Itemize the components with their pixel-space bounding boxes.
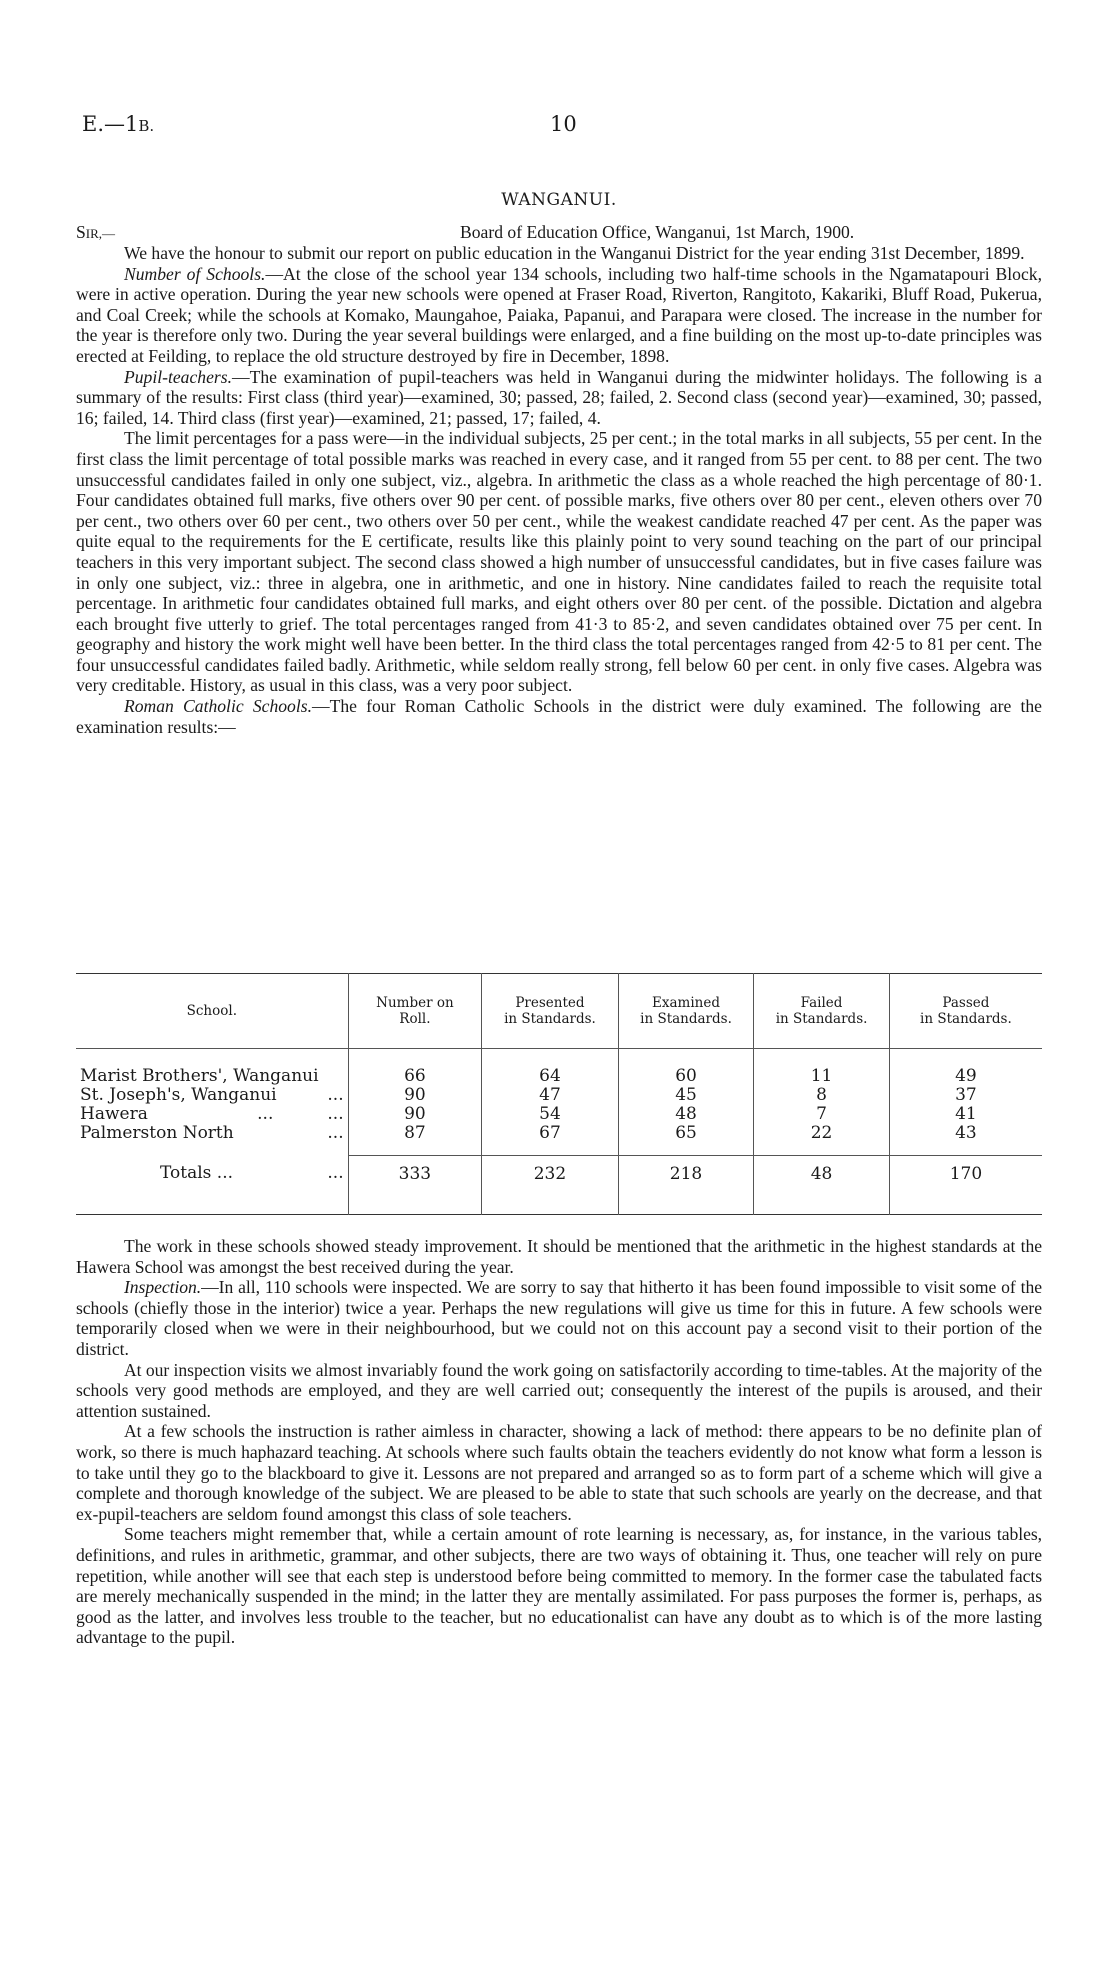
dateline: Board of Education Office, Wanganui, 1st March, 1900. — [460, 222, 855, 242]
document-code-suffix: B. — [138, 117, 155, 135]
school-name-text: Marist Brothers', Wanganui — [80, 1066, 319, 1086]
table-row — [76, 1105, 1042, 1124]
dot-leader: ... — [327, 1163, 344, 1184]
roll-cell: 90 — [348, 1086, 482, 1105]
header-line: Examined — [652, 995, 720, 1011]
paragraph-heading: Number of Schools. — [124, 263, 266, 284]
paragraph-rote-learning — [76, 1524, 1042, 1648]
paragraph-text: —In all, 110 schools were inspected. We are sorry to say that hitherto it has been found impossible to visit some of the schools (chiefly those in the interior) twice a year. Perhaps the new regulations will give us time for this in future. A few schools were temporarily closed when we were in their neighbourhood, but we could not on this account pay a second visit to their portion of the district. — [76, 1277, 1042, 1359]
table-row — [76, 1067, 1042, 1086]
passed-cell: 49 — [889, 1067, 1042, 1086]
school-name — [76, 1105, 348, 1124]
column-header-examined — [618, 974, 754, 1049]
total-roll-cell: 333 — [348, 1156, 482, 1193]
examined-cell: 60 — [618, 1067, 754, 1086]
school-name — [76, 1086, 348, 1105]
paragraph-text: At our inspection visits we almost invariably found the work going on satisfactorily according to time-tables. At the majority of the schools very good methods are employed, and they are well carried out; consequently the interest of the pupils is aroused, and their attention sustained. — [76, 1359, 1042, 1421]
failed-cell: 22 — [754, 1124, 890, 1143]
header-line: Number on — [376, 995, 454, 1011]
paragraph-number-of-schools — [76, 264, 1042, 367]
header-line: in Standards. — [920, 1011, 1012, 1027]
paragraph-aimless-instruction — [76, 1421, 1042, 1524]
dot-leader: ... — [327, 1085, 344, 1105]
totals-row — [76, 1156, 1042, 1193]
paragraph-text: —The four Roman Catholic Schools in the district were duly examined. The following are the examination results:— — [76, 696, 1042, 737]
table-row — [76, 1086, 1042, 1105]
presented-cell: 67 — [482, 1124, 619, 1143]
roll-cell: 66 — [348, 1067, 482, 1086]
total-passed-cell: 170 — [889, 1156, 1042, 1193]
school-name-text: Palmerston North — [80, 1123, 234, 1143]
salutation-line — [76, 222, 1042, 243]
examination-results-table — [76, 973, 1042, 1215]
header-line: Presented — [515, 995, 585, 1011]
examined-cell: 65 — [618, 1124, 754, 1143]
column-header-failed — [754, 974, 890, 1049]
column-header-presented — [482, 974, 619, 1049]
examined-cell: 45 — [618, 1086, 754, 1105]
paragraph-inspection-visits — [76, 1360, 1042, 1422]
header-line: Failed — [800, 995, 843, 1011]
salutation — [76, 222, 115, 242]
document-code — [82, 112, 154, 136]
roll-cell: 87 — [348, 1124, 482, 1143]
paragraph-text: —The examination of pupil-teachers was held in Wanganui during the midwinter holidays. The following is a summary of the results: First class (third year)—examined, 30; passed, 28; failed, 2. Second class (second year)—examined, 30; passed, 16; failed, 14. Third class (first year)—examined, 21; passed, 17; failed, 4. — [76, 366, 1042, 428]
spacer-row — [76, 1192, 1042, 1215]
body-after-table — [76, 1236, 1042, 1648]
header-line: Passed — [942, 995, 990, 1011]
paragraph-limit-percentages — [76, 428, 1042, 696]
failed-cell: 11 — [754, 1067, 890, 1086]
paragraph-heading: Roman Catholic Schools. — [124, 696, 312, 717]
paragraph-text: The work in these schools showed steady improvement. It should be mentioned that the arithmetic in the highest standards at the Hawera School was amongst the best received during the year. — [76, 1236, 1042, 1277]
page-number: 10 — [550, 112, 577, 136]
paragraph-heading: Pupil-teachers. — [124, 366, 232, 387]
table-header-row — [76, 974, 1042, 1049]
spacer-row — [76, 1049, 1042, 1068]
school-name — [76, 1124, 348, 1143]
paragraph-pupil-teachers — [76, 367, 1042, 429]
presented-cell: 64 — [482, 1067, 619, 1086]
paragraph-text: —At the close of the school year 134 schools, including two half-time schools in the Ngamatapouri Block, were in active operation. During the year new schools were opened at Fraser Road, Riverton, Rangitoto, Kakariki, Bluff Road, Pukerua, and Coal Creek; while the schools at Komako, Maungahoe, Paiaka, Papanui, and Parapara were closed. The increase in the number for the year is therefore only two. During the year several buildings were enlarged, and a fine building on the most up-to-date principles was erected at Feilding, to replace the old structure destroyed by fire in December, 1898. — [76, 263, 1042, 366]
failed-cell: 7 — [754, 1105, 890, 1124]
header-line: Roll. — [399, 1011, 431, 1027]
paragraph-inspection — [76, 1277, 1042, 1359]
header-line: in Standards. — [775, 1011, 868, 1027]
passed-cell: 37 — [889, 1086, 1042, 1105]
paragraph-roman-catholic-schools — [76, 696, 1042, 737]
dot-leader: ... — [327, 1123, 344, 1143]
table-row — [76, 1124, 1042, 1143]
passed-cell: 43 — [889, 1124, 1042, 1143]
examined-cell: 48 — [618, 1105, 754, 1124]
paragraph-text: At a few schools the instruction is rather aimless in character, showing a lack of method: there appears to be no definite plan of work, so there is much haphazard teaching. At schools where such faults obtain the teachers evidently do not know what form a lesson is to take until they go to the blackboard to give it. Lessons are not prepared and arranged so as to form part of a scheme which will give a complete and thorough knowledge of the subject. We are pleased to be able to state that such schools are yearly on the decrease, and that ex-pupil-teachers are seldom found amongst this class of sole teachers. — [76, 1421, 1042, 1524]
presented-cell: 54 — [482, 1105, 619, 1124]
paragraph-text: Some teachers might remember that, while a certain amount of rote learning is necessary, as, for instance, in the various tables, definitions, and rules in arithmetic, grammar, and other subjects, there are two ways of obtaining it. Thus, one teacher will rely on pure repetition, while another will see that each step is understood before being committed to memory. In the former case the tabulated facts are merely mechanically suspended in the mind; in the latter they are mentally assimilated. For pass purposes the former is, perhaps, as good as the latter, and involves less trouble to the teacher, but no educationalist can have any doubt as to which is of the more lasting advantage to the pupil. — [76, 1524, 1042, 1648]
school-name-text: St. Joseph's, Wanganui — [80, 1085, 277, 1105]
paragraph — [76, 243, 1042, 264]
document-code-prefix: E.—1 — [82, 112, 139, 136]
totals-label-text: Totals ... — [160, 1163, 233, 1184]
column-header-school — [76, 974, 348, 1049]
page-header — [76, 112, 1042, 142]
passed-cell: 41 — [889, 1105, 1042, 1124]
body-before-table — [76, 222, 1042, 737]
presented-cell: 47 — [482, 1086, 619, 1105]
roll-cell: 90 — [348, 1105, 482, 1124]
column-header-passed — [889, 974, 1042, 1049]
total-presented-cell: 232 — [482, 1156, 619, 1193]
salutation-rest: IR,— — [85, 226, 116, 241]
column-header-roll — [348, 974, 482, 1049]
salutation-prefix: S — [76, 222, 86, 242]
totals-label — [76, 1156, 348, 1193]
paragraph-text: The limit percentages for a pass were—in the individual subjects, 25 per cent.; in the total marks in all subjects, 55 per cent. In the first class the limit percentage of total possible marks was reached in every case, and it ranged from 55 per cent. to 88 per cent. The two unsuccessful candidates failed in only one subject, viz., algebra. In arithmetic the class as a whole reached the high percentage of 80·1. Four candidates obtained full marks, five others over 90 per cent. of possible marks, five others over 80 per cent., eleven others over 70 per cent., two others over 60 per cent., two others over 50 per cent., while the weakest candidate reached 47 per cent. As the paper was quite equal to the requirements for the E certificate, results like this plainly point to very sound teaching on the part of our principal teachers in this very important subject. The second class showed a high number of unsuccessful candidates, but in five cases failure was in only one subject, viz.: three in algebra, one in arithmetic, and one in history. Nine candidates failed to reach the requisite total percentage. In arithmetic four candidates obtained full marks, and eight others over 80 per cent. of the possible. Dictation and algebra each brought five utterly to grief. The total percentages ranged from 41·3 to 85·2, and seven candidates obtained over 75 per cent. In geography and history the work might well have been better. In the third class the total percentages ranged from 42·5 to 81 per cent. The four unsuccessful candidates failed badly. Arithmetic, while seldom really strong, fell below 60 per cent. in only five cases. Algebra was very creditable. History, as usual in this class, was a very poor subject. — [76, 428, 1042, 696]
section-title: WANGANUI. — [501, 190, 617, 210]
school-name-text: Hawera — [80, 1104, 148, 1124]
paragraph-steady-improvement — [76, 1236, 1042, 1277]
total-examined-cell: 218 — [618, 1156, 754, 1193]
failed-cell: 8 — [754, 1086, 890, 1105]
paragraph-heading: Inspection. — [124, 1277, 202, 1298]
header-line: in Standards. — [504, 1011, 596, 1027]
spacer-row — [76, 1143, 1042, 1156]
total-failed-cell: 48 — [754, 1156, 890, 1193]
paragraph-text: We have the honour to submit our report on public education in the Wanganui District for the year ending 31st December, 1899. — [124, 243, 1025, 263]
header-line: School. — [186, 1003, 237, 1019]
school-name — [76, 1067, 348, 1086]
dot-leader: ... ... — [257, 1104, 344, 1124]
header-line: in Standards. — [640, 1011, 732, 1027]
